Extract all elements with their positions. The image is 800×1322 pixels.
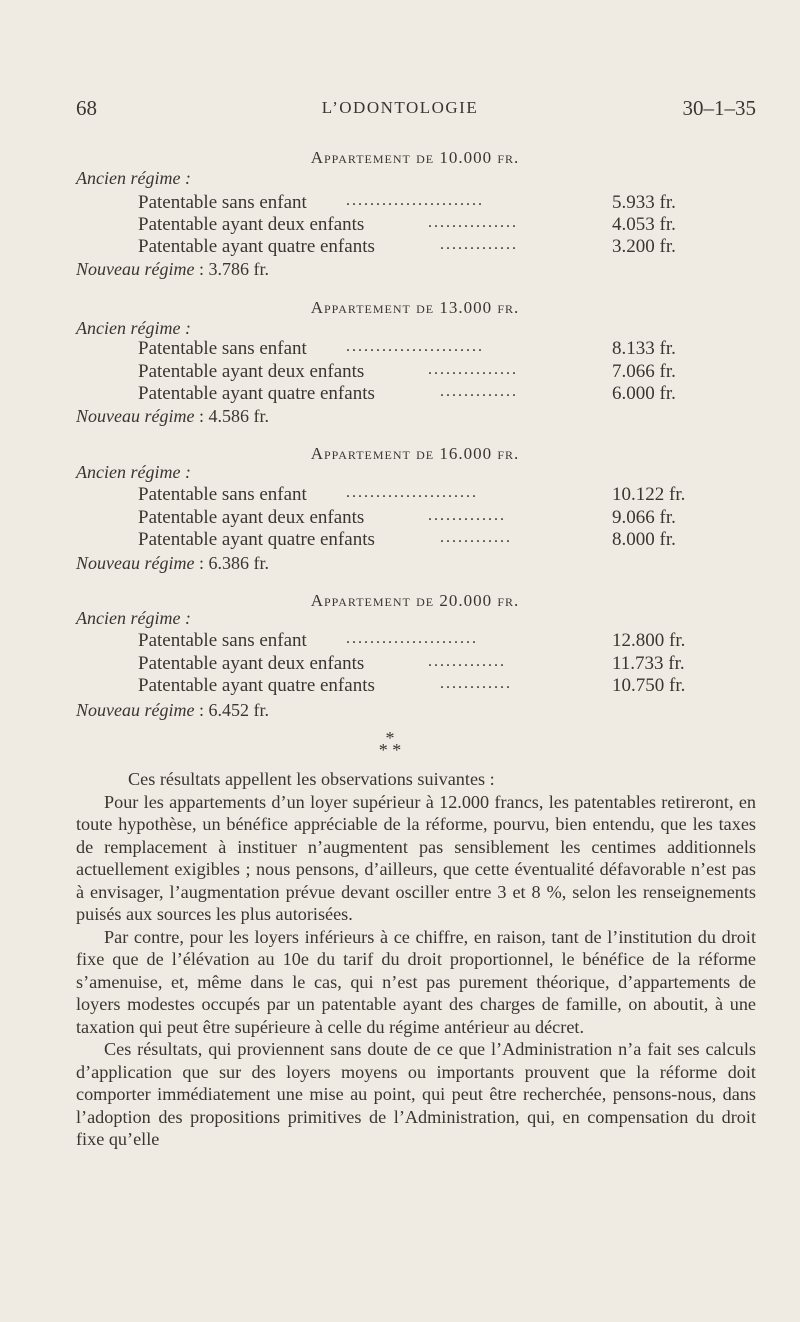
table-row xyxy=(138,507,698,531)
row-value: 12.800 fr. xyxy=(612,630,686,651)
table-row xyxy=(138,214,698,238)
nouveau-label: Nouveau régime xyxy=(76,553,195,573)
nouveau-value: : 6.386 fr. xyxy=(194,553,269,573)
body-text xyxy=(76,768,756,1151)
row-label: Patentable ayant deux enfants xyxy=(138,361,365,382)
section-title: Appartement de 10.000 fr. xyxy=(310,148,520,167)
leader-dots: ............... xyxy=(428,361,518,378)
section-title: Appartement de 20.000 fr. xyxy=(310,591,520,610)
nouveau-label: Nouveau régime xyxy=(76,406,195,426)
ancien-regime-label: Ancien régime : xyxy=(76,168,191,188)
ancien-regime-label: Ancien régime : xyxy=(76,608,191,628)
leader-dots: ...................... xyxy=(346,630,478,647)
row-value: 5.933 fr. xyxy=(612,192,676,213)
row-label: Patentable ayant deux enfants xyxy=(138,653,365,674)
table-row xyxy=(138,338,698,362)
leader-dots: ....................... xyxy=(346,338,484,355)
leader-dots: ...................... xyxy=(346,484,478,501)
ancien-regime-label: Ancien régime : xyxy=(76,462,191,482)
nouveau-label: Nouveau régime xyxy=(76,700,195,720)
nouveau-value: : 3.786 fr. xyxy=(194,259,269,279)
row-label: Patentable sans enfant xyxy=(138,192,307,213)
asterism-separator: * * * xyxy=(378,728,402,760)
row-label: Patentable ayant quatre enfants xyxy=(138,383,375,404)
nouveau-label: Nouveau régime xyxy=(76,259,195,279)
nouveau-value: : 4.586 fr. xyxy=(194,406,269,426)
nouveau-regime xyxy=(76,406,269,427)
leader-dots: ....................... xyxy=(346,192,484,209)
table-row xyxy=(138,484,698,508)
table-row xyxy=(138,529,698,553)
row-value: 10.750 fr. xyxy=(612,675,686,696)
row-value: 6.000 fr. xyxy=(612,383,676,404)
table-row xyxy=(138,383,698,407)
nouveau-regime xyxy=(76,553,269,574)
leader-dots: ............. xyxy=(440,236,518,253)
row-label: Patentable ayant quatre enfants xyxy=(138,236,375,257)
paragraph: Par contre, pour les loyers inférieurs à ce chiffre, en raison, tant de l’institution du droit fixe que de l’élévation au 10e du tarif du droit proportionnel, le bénéfice de la réforme s’amenuise, et, même dans le cas, qui n’est pas purement théorique, d’appartements de loyers modestes occupés par un patentable ayant des charges de famille, on aboutit, à une taxation qui peut être supérieure à celle du régime antérieur au décret. xyxy=(76,926,756,1037)
row-value: 4.053 fr. xyxy=(612,214,676,235)
row-label: Patentable sans enfant xyxy=(138,338,307,359)
row-label: Patentable ayant quatre enfants xyxy=(138,675,375,696)
page-number: 68 xyxy=(76,96,97,120)
table-row xyxy=(138,361,698,385)
table-row xyxy=(138,630,698,654)
row-label: Patentable ayant quatre enfants xyxy=(138,529,375,550)
leader-dots: ............. xyxy=(440,383,518,400)
paragraph: Ces résultats, qui proviennent sans doute de ce que l’Administration n’a fait ses calculs d’application que sur des loyers moyens ou importants prouvent que la réforme doit comporter immédiatement une mise au point, qui peut être recherchée, pensons-nous, dans l’adoption des propositions primitives de l’Administration, qui, en compensation du droit fixe qu’elle xyxy=(76,1039,756,1149)
leader-dots: ............ xyxy=(440,675,512,692)
leader-dots: ............. xyxy=(428,653,506,670)
leader-dots: ............ xyxy=(440,529,512,546)
ancien-regime-label: Ancien régime : xyxy=(76,318,191,338)
section-title: Appartement de 16.000 fr. xyxy=(310,444,520,463)
row-label: Patentable ayant deux enfants xyxy=(138,214,365,235)
row-label: Patentable sans enfant xyxy=(138,484,307,505)
row-value: 3.200 fr. xyxy=(612,236,676,257)
section-title: Appartement de 13.000 fr. xyxy=(310,298,520,317)
row-value: 8.133 fr. xyxy=(612,338,676,359)
nouveau-regime xyxy=(76,259,269,280)
running-header xyxy=(0,96,800,126)
table-row xyxy=(138,653,698,677)
row-value: 7.066 fr. xyxy=(612,361,676,382)
nouveau-regime xyxy=(76,700,269,721)
table-row xyxy=(138,236,698,260)
row-label: Patentable ayant deux enfants xyxy=(138,507,365,528)
paragraph: Pour les appartements d’un loyer supérieur à 12.000 francs, les patentables retireront, en toute hypothèse, un bénéfice appréciable de la réforme, pourvu, bien entendu, que les taxes de remplacement à instituer n’augmentent pas sensiblement les centimes additionnels actuellement exigibles ; nous pensons, d’ailleurs, que cette éventualité défavorable n’est pas à envisager, l’augmentation prévue devant osciller entre 3 et 8 %, selon les renseignements puisés aux sources les plus autorisées. xyxy=(76,791,756,924)
leader-dots: ............... xyxy=(428,214,518,231)
leader-dots: ............. xyxy=(428,507,506,524)
paragraph: Ces résultats appellent les observations suivantes : xyxy=(128,769,495,789)
row-label: Patentable sans enfant xyxy=(138,630,307,651)
row-value: 8.000 fr. xyxy=(612,529,676,550)
table-row xyxy=(138,192,698,216)
row-value: 11.733 fr. xyxy=(612,653,685,674)
journal-title: L’ODONTOLOGIE xyxy=(321,98,479,117)
issue-date: 30–1–35 xyxy=(682,96,756,120)
row-value: 10.122 fr. xyxy=(612,484,686,505)
row-value: 9.066 fr. xyxy=(612,507,676,528)
table-row xyxy=(138,675,698,699)
nouveau-value: : 6.452 fr. xyxy=(194,700,269,720)
